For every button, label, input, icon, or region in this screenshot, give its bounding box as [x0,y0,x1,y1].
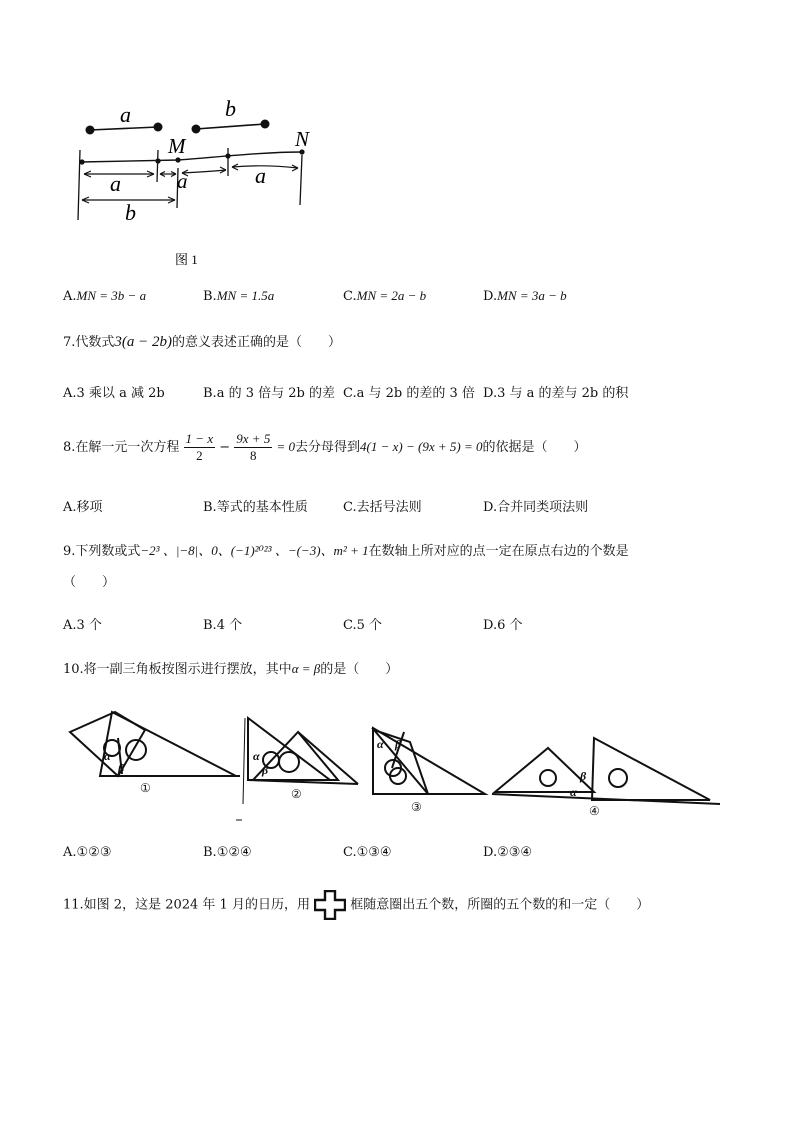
fig4-alpha: α [570,785,577,799]
q8-fraction-1: $\frac{1 - x}{2}$ [185,431,214,463]
q7-stem-prefix: 7.代数式 [63,335,115,350]
fig1-alpha: α [104,749,111,763]
label-b-bottom: b [125,200,136,225]
label-b-top: b [225,96,236,121]
fig2-alpha: α [253,749,260,763]
q9-stem [63,542,629,561]
fig3-alpha: α [377,737,384,751]
q11-stem [63,890,649,920]
cross-frame-icon [314,890,346,920]
q9-option-d[interactable]: D.6 个 [483,618,523,633]
q9-items: −2³ 、|−8|、0、(−1)²⁰²³ 、−(−3)、m² + 1 [140,543,369,558]
fig4-beta: β [580,769,587,783]
q10-option-b[interactable]: B.①②④ [203,845,252,860]
q8-option-a[interactable]: A.移项 [63,500,103,515]
fig2-beta: β [262,763,269,777]
q10-option-d[interactable]: D.②③④ [483,845,533,860]
label-N: N [295,127,310,151]
q7-stem [63,333,341,352]
q8-stem-prefix: 8.在解一元一次方程 [63,440,180,455]
q10-stem-suffix: 的是（ ） [320,662,399,677]
q9-option-a[interactable]: A.3 个 [63,618,102,633]
q10-figure-4 [492,738,720,804]
q11-stem-prefix: 11.如图 2，这是 2024 年 1 月的日历，用 [63,897,310,913]
q7-expression: 3(a − 2b) [114,334,173,350]
q10-stem-prefix: 10.将一副三角板按图示进行摆放，其中 [63,662,292,677]
fig-label-4: ④ [589,804,600,818]
label-M: M [168,134,186,158]
q7-option-a[interactable]: A.3 乘以 a 减 2b [63,386,165,401]
label-a-left: a [110,171,121,196]
segment-b [192,120,270,134]
fig1-beta: β [118,761,125,775]
q8-equals-zero: = 0 [276,439,295,454]
q9-stem-line2: （ ） [63,575,116,590]
q11-stem-suffix: 框随意圈出五个数，所圈的五个数的和一定（ ） [350,897,650,913]
fig-label-1: ① [140,781,151,795]
q6-option-d[interactable]: D.MN = 3a − b [483,288,567,304]
q10-figure-3 [373,728,485,794]
q7-stem-suffix: 的意义表述正确的是（ ） [172,335,342,350]
label-a-right: a [255,163,266,188]
q9-stem-suffix: 在数轴上所对应的点一定在原点右边的个数是 [368,544,629,559]
q7-option-d[interactable]: D.3 与 a 的差与 2b 的积 [483,386,629,401]
q10-figures [0,700,794,830]
q8-stem-mid: 去分母得到 [295,440,361,455]
q9-option-c[interactable]: C.5 个 [343,618,383,633]
q8-stem [63,430,586,465]
q10-expression: α = β [291,661,321,676]
q8-option-d[interactable]: D.合并同类项法则 [483,500,589,515]
q8-minus: − [219,440,231,455]
fig3-beta: β [395,737,402,751]
q6-option-a[interactable]: A.MN = 3b − a [63,288,147,304]
main-line [79,149,304,164]
fig-label-2: ② [291,787,302,801]
q7-option-b[interactable]: B.a 的 3 倍与 2b 的差 [203,386,335,401]
q8-expression: 4(1 − x) − (9x + 5) = 0 [360,439,483,454]
q10-figure-1 [70,712,240,776]
q8-fraction-2: $\frac{9x + 5}{8}$ [236,431,271,463]
figure-1 [0,0,794,280]
q8-stem-suffix: 的依据是（ ） [482,440,587,455]
q10-stem [63,660,398,679]
q6-option-c[interactable]: C.MN = 2a − b [343,288,427,304]
q8-option-c[interactable]: C.去括号法则 [343,500,422,515]
q10-option-c[interactable]: C.①③④ [343,845,392,860]
q8-option-b[interactable]: B.等式的基本性质 [203,500,308,515]
q9-stem-prefix: 9.下列数或式 [63,544,141,559]
q9-option-b[interactable]: B.4 个 [203,618,243,633]
label-a-top: a [120,102,131,127]
q7-option-c[interactable]: C.a 与 2b 的差的 3 倍 [343,386,475,401]
label-a-mid: a [177,169,188,193]
figure-1-caption: 图 1 [175,252,198,267]
q6-option-b[interactable]: B.MN = 1.5a [203,288,275,304]
q10-option-a[interactable]: A.①②③ [63,845,112,860]
fig-label-3: ③ [411,800,422,814]
